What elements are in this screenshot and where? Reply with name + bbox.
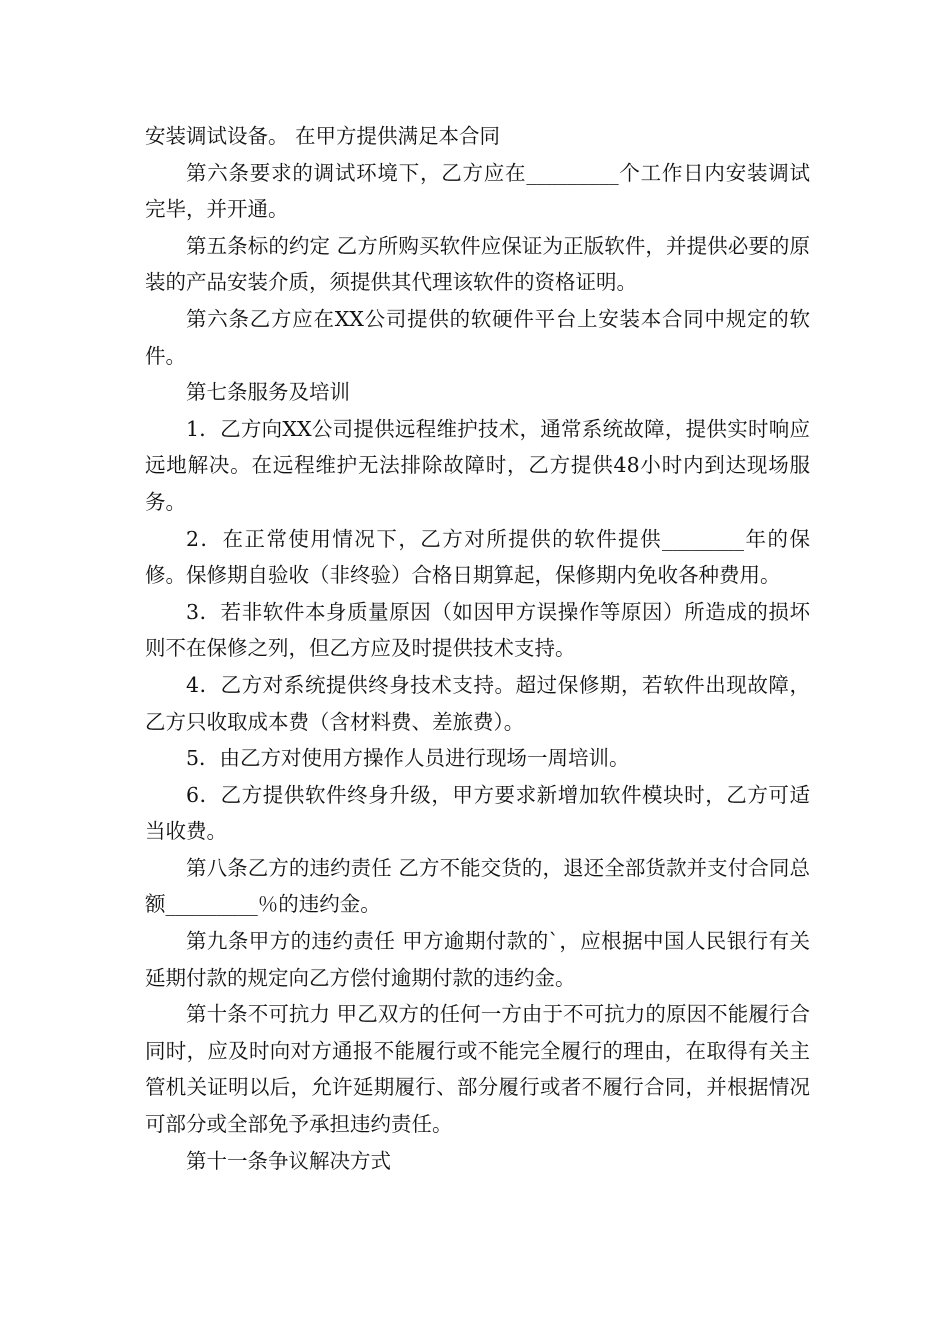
paragraph-14: 第十条不可抗力 甲乙双方的任何一方由于不可抗力的原因不能履行合同时，应及时向对方通报不能履行或不能完全履行的理由，在取得有关主管机关证明以后，允许延期履行、部分履行或者不履行合同，并根据情况可部分或全部免予承担违约责任。: [145, 1002, 810, 1137]
paragraph-8: 3．若非软件本身质量原因（如因甲方误操作等原因）所造成的损坏则不在保修之列，但乙方应及时提供技术支持。: [145, 599, 810, 661]
paragraph-12: 第八条乙方的违约责任 乙方不能交货的，退还全部货款并支付合同总额_________％的违约金。: [145, 855, 810, 917]
paragraph-7: 2．在正常使用情况下，乙方对所提供的软件提供________年的保修。保修期自验收（非终验）合格日期算起，保修期内免收各种费用。: [145, 526, 810, 588]
paragraph-10: 5．由乙方对使用方操作人员进行现场一周培训。: [186, 746, 630, 771]
paragraph-9: 4．乙方对系统提供终身技术支持。超过保修期，若软件出现故障，乙方只收取成本费（含材料费、差旅费）。: [145, 672, 810, 734]
paragraph-4: 第六条乙方应在XX公司提供的软硬件平台上安装本合同中规定的软件。: [145, 306, 810, 368]
paragraph-13: 第九条甲方的违约责任 甲方逾期付款的`，应根据中国人民银行有关延期付款的规定向乙方偿付逾期付款的违约金。: [145, 929, 810, 990]
paragraph-6: 1．乙方向XX公司提供远程维护技术，通常系统故障，提供实时响应远地解决。在远程维护无法排除故障时，乙方提供48小时内到达现场服务。: [145, 416, 810, 514]
document-body: [145, 118, 810, 1179]
paragraph-1: 安装调试设备。 在甲方提供满足本合同: [145, 124, 501, 148]
paragraph-2: 第六条要求的调试环境下，乙方应在_________个工作日内安装调试完毕，并开通。: [145, 160, 810, 222]
paragraph-3: 第五条标的约定 乙方所购买软件应保证为正版软件，并提供必要的原装的产品安装介质，须提供其代理该软件的资格证明。: [145, 233, 810, 295]
paragraph-15: 第十一条争议解决方式: [186, 1148, 391, 1173]
paragraph-5: 第七条服务及培训: [186, 380, 350, 405]
paragraph-11: 6．乙方提供软件终身升级，甲方要求新增加软件模块时，乙方可适当收费。: [145, 782, 810, 844]
